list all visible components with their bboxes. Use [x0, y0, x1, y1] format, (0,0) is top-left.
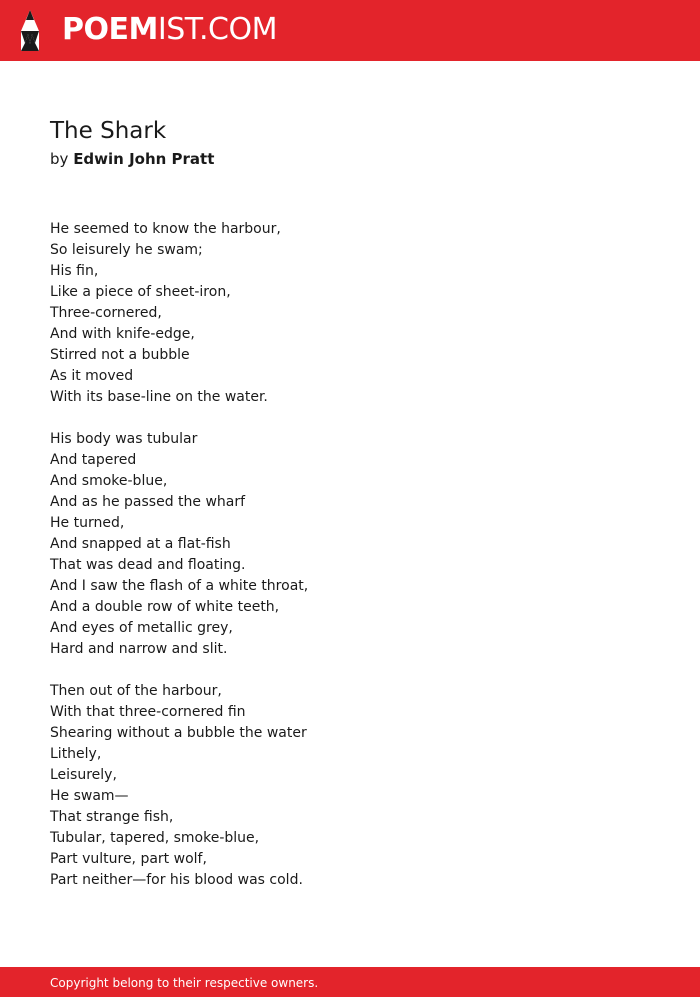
logo-bold-text: POEM [62, 12, 158, 47]
poem-line: With its base-line on the water. [50, 389, 268, 405]
by-label: by [50, 150, 69, 168]
poem-line: And I saw the flash of a white throat, [50, 578, 309, 594]
poem-line: And as he passed the wharf [50, 494, 246, 510]
poem-line: With that three-cornered fin [50, 704, 246, 720]
poem-body [50, 219, 650, 912]
poem-line: Stirred not a bubble [50, 347, 190, 363]
poem-line: As it moved [50, 368, 134, 384]
poem-line: His fin, [50, 263, 99, 279]
author-name: Edwin John Pratt [73, 150, 215, 168]
poem-stanza [50, 681, 650, 891]
site-header [0, 0, 700, 61]
poem-line: Part neither—for his blood was cold. [50, 872, 303, 888]
poem-line: Hard and narrow and slit. [50, 641, 228, 657]
poem-title: The Shark [50, 118, 167, 144]
site-footer [0, 967, 700, 997]
poem-line: His body was tubular [50, 431, 198, 447]
poem-line: Tubular, tapered, smoke-blue, [50, 830, 260, 846]
poem-line: Lithely, [50, 746, 102, 762]
poem-line: Three-cornered, [50, 305, 162, 321]
poem-line: Then out of the harbour, [50, 683, 222, 699]
poem-line: And eyes of metallic grey, [50, 620, 233, 636]
poem-line: That strange fish, [50, 809, 174, 825]
poem-line: He seemed to know the harbour, [50, 221, 281, 237]
poem-stanza [50, 429, 650, 660]
poem-line: So leisurely he swam; [50, 242, 203, 258]
poem-line: And a double row of white teeth, [50, 599, 280, 615]
copyright-text: Copyright belong to their respective owners. [50, 976, 319, 990]
poem-line: And with knife-edge, [50, 326, 195, 342]
poem-stanza [50, 219, 650, 408]
poem-line: He swam— [50, 788, 129, 804]
poem-line: Leisurely, [50, 767, 117, 783]
poem-line: Part vulture, part wolf, [50, 851, 207, 867]
poem-line: He turned, [50, 515, 125, 531]
poem-line: And tapered [50, 452, 137, 468]
poem-line: And smoke-blue, [50, 473, 168, 489]
byline [50, 149, 214, 169]
logo-light-text: IST.COM [157, 12, 277, 47]
poem-line: That was dead and floating. [50, 557, 246, 573]
pen-nib-icon[interactable] [17, 9, 43, 51]
poem-line: Like a piece of sheet-iron, [50, 284, 231, 300]
poem-line: Shearing without a bubble the water [50, 725, 307, 741]
site-logo[interactable] [62, 12, 277, 48]
poem-line: And snapped at a flat-fish [50, 536, 231, 552]
